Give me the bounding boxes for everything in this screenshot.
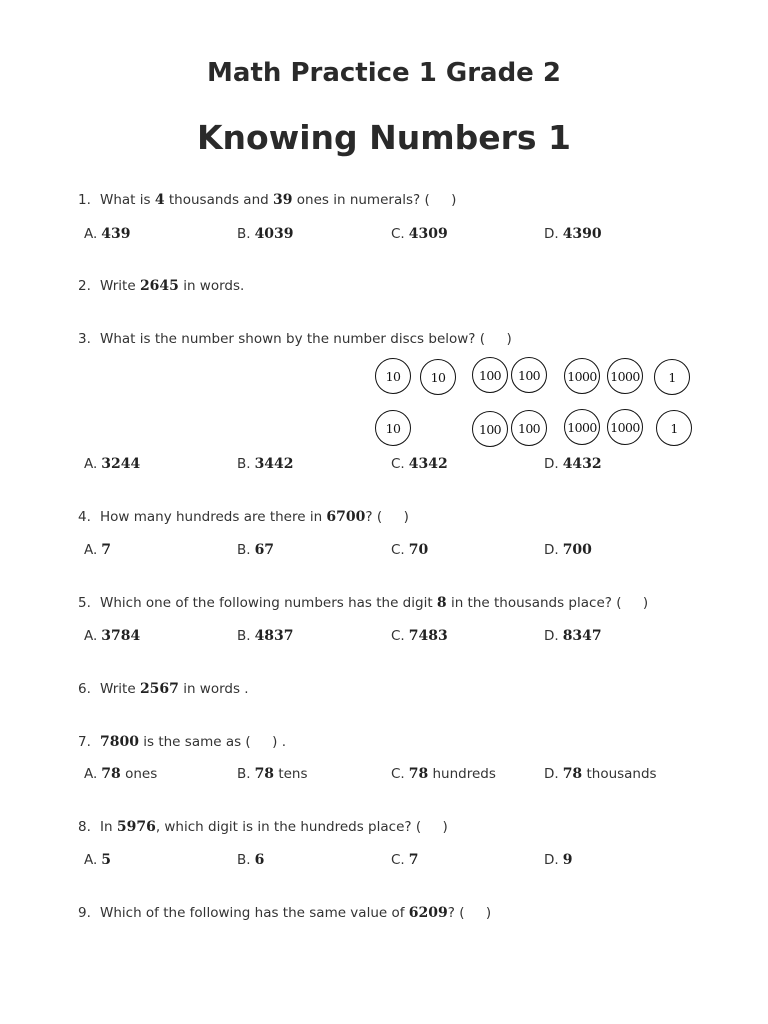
option-label: D. <box>544 766 559 782</box>
option-label: A. <box>84 226 98 242</box>
question-text: ? ( ) <box>447 905 492 921</box>
number-value: 6 <box>254 852 265 868</box>
answer-option-a[interactable] <box>84 456 140 472</box>
number-value: 7483 <box>408 628 448 644</box>
option-label: B. <box>237 542 251 558</box>
option-label: D. <box>544 456 559 472</box>
question-text: is the same as ( ) . <box>138 734 287 750</box>
option-label: C. <box>391 628 405 644</box>
question-text: in words . <box>178 681 249 697</box>
number-disc: 1000 <box>607 409 643 445</box>
option-label: A. <box>84 628 98 644</box>
option-label: C. <box>391 456 405 472</box>
question-2 <box>78 278 244 294</box>
number-value: 4 <box>154 192 165 208</box>
answer-option-b[interactable] <box>237 226 294 242</box>
question-text: thousands and <box>164 192 273 208</box>
number-disc: 100 <box>511 410 547 446</box>
answer-option-b[interactable] <box>237 852 264 868</box>
question-number: 5. <box>78 595 91 611</box>
number-value: 2645 <box>139 278 179 294</box>
number-disc: 100 <box>472 411 508 447</box>
question-1 <box>78 192 456 208</box>
question-text: Which of the following has the same value of <box>100 905 409 921</box>
option-label: B. <box>237 456 251 472</box>
question-text: In <box>100 819 117 835</box>
number-value: 67 <box>254 542 275 558</box>
number-value: 6700 <box>326 509 366 525</box>
answer-option-c[interactable] <box>391 766 496 782</box>
number-value: 3244 <box>101 456 141 472</box>
question-text: tens <box>274 766 308 782</box>
worksheet-subtitle: Math Practice 1 Grade 2 <box>207 58 561 88</box>
number-value: 3442 <box>254 456 294 472</box>
question-text: ? ( ) <box>365 509 409 525</box>
number-value: 4432 <box>562 456 602 472</box>
option-label: C. <box>391 852 405 868</box>
number-value: 9 <box>562 852 573 868</box>
question-text: How many hundreds are there in <box>100 509 327 525</box>
answer-option-d[interactable] <box>544 542 592 558</box>
question-number: 4. <box>78 509 91 525</box>
number-disc: 100 <box>511 357 547 393</box>
number-value: 5976 <box>116 819 156 835</box>
number-value: 8347 <box>562 628 602 644</box>
answer-option-a[interactable] <box>84 628 140 644</box>
question-number: 7. <box>78 734 91 750</box>
option-label: A. <box>84 766 98 782</box>
question-3 <box>78 331 512 347</box>
number-value: 2567 <box>139 681 179 697</box>
answer-option-a[interactable] <box>84 226 131 242</box>
option-label: B. <box>237 766 251 782</box>
number-value: 78 <box>562 766 583 782</box>
question-text: thousands <box>582 766 657 782</box>
answer-option-b[interactable] <box>237 766 308 782</box>
question-number: 9. <box>78 905 91 921</box>
number-value: 4309 <box>408 226 448 242</box>
option-label: D. <box>544 628 559 644</box>
answer-option-d[interactable] <box>544 852 572 868</box>
number-value: 700 <box>562 542 592 558</box>
number-value: 6209 <box>408 905 448 921</box>
question-text: What is <box>100 192 155 208</box>
number-value: 7800 <box>100 734 139 750</box>
worksheet-title: Knowing Numbers 1 <box>196 118 571 157</box>
number-value: 78 <box>408 766 429 782</box>
option-label: D. <box>544 226 559 242</box>
question-text: Write <box>100 278 140 294</box>
option-label: B. <box>237 226 251 242</box>
question-text: ones <box>120 766 158 782</box>
question-number: 2. <box>78 278 91 294</box>
number-disc: 1 <box>656 410 692 446</box>
number-disc: 1000 <box>564 358 600 394</box>
number-disc: 1000 <box>607 358 643 394</box>
option-label: C. <box>391 542 405 558</box>
number-disc: 100 <box>472 357 508 393</box>
question-text: Write <box>100 681 140 697</box>
number-value: 7 <box>101 542 112 558</box>
option-label: B. <box>237 628 251 644</box>
answer-option-b[interactable] <box>237 456 294 472</box>
answer-option-d[interactable] <box>544 456 602 472</box>
question-number: 3. <box>78 331 91 347</box>
number-value: 8 <box>436 595 447 611</box>
question-6 <box>78 681 249 697</box>
option-label: A. <box>84 456 98 472</box>
question-text: in words. <box>178 278 245 294</box>
answer-option-d[interactable] <box>544 766 657 782</box>
number-value: 4039 <box>254 226 294 242</box>
number-value: 78 <box>101 766 121 782</box>
option-label: A. <box>84 542 98 558</box>
answer-option-a[interactable] <box>84 852 111 868</box>
question-7 <box>78 734 286 750</box>
option-label: C. <box>391 226 405 242</box>
answer-option-c[interactable] <box>391 628 448 644</box>
number-disc: 10 <box>375 410 411 446</box>
question-8 <box>78 819 448 835</box>
number-value: 4342 <box>408 456 448 472</box>
number-value: 7 <box>408 852 419 868</box>
number-value: 5 <box>101 852 112 868</box>
answer-option-c[interactable] <box>391 542 428 558</box>
number-value: 439 <box>101 226 131 242</box>
number-value: 78 <box>254 766 275 782</box>
number-disc: 10 <box>375 358 411 394</box>
question-number: 6. <box>78 681 91 697</box>
number-disc: 1 <box>654 359 690 395</box>
answer-option-d[interactable] <box>544 628 602 644</box>
question-5 <box>78 595 648 611</box>
question-text: hundreds <box>428 766 496 782</box>
question-4 <box>78 509 409 525</box>
number-value: 4390 <box>562 226 602 242</box>
question-text: ones in numerals? ( ) <box>292 192 457 208</box>
answer-option-a[interactable] <box>84 766 157 782</box>
answer-option-c[interactable] <box>391 226 448 242</box>
question-number: 1. <box>78 192 91 208</box>
answer-option-b[interactable] <box>237 542 274 558</box>
question-text: Which one of the following numbers has the digit <box>100 595 437 611</box>
answer-option-b[interactable] <box>237 628 294 644</box>
number-value: 39 <box>273 192 293 208</box>
number-value: 70 <box>408 542 429 558</box>
option-label: C. <box>391 766 405 782</box>
answer-option-c[interactable] <box>391 852 418 868</box>
number-disc: 1000 <box>564 409 600 445</box>
answer-option-a[interactable] <box>84 542 111 558</box>
question-text: What is the number shown by the number discs below? ( ) <box>100 331 512 347</box>
question-text: , which digit is in the hundreds place? ( ) <box>155 819 448 835</box>
question-9 <box>78 905 491 921</box>
number-value: 4837 <box>254 628 294 644</box>
option-label: D. <box>544 542 559 558</box>
answer-option-c[interactable] <box>391 456 448 472</box>
option-label: D. <box>544 852 559 868</box>
number-disc: 10 <box>420 359 456 395</box>
question-number: 8. <box>78 819 91 835</box>
answer-option-d[interactable] <box>544 226 602 242</box>
question-text: in the thousands place? ( ) <box>446 595 649 611</box>
option-label: A. <box>84 852 98 868</box>
number-value: 3784 <box>101 628 141 644</box>
option-label: B. <box>237 852 251 868</box>
